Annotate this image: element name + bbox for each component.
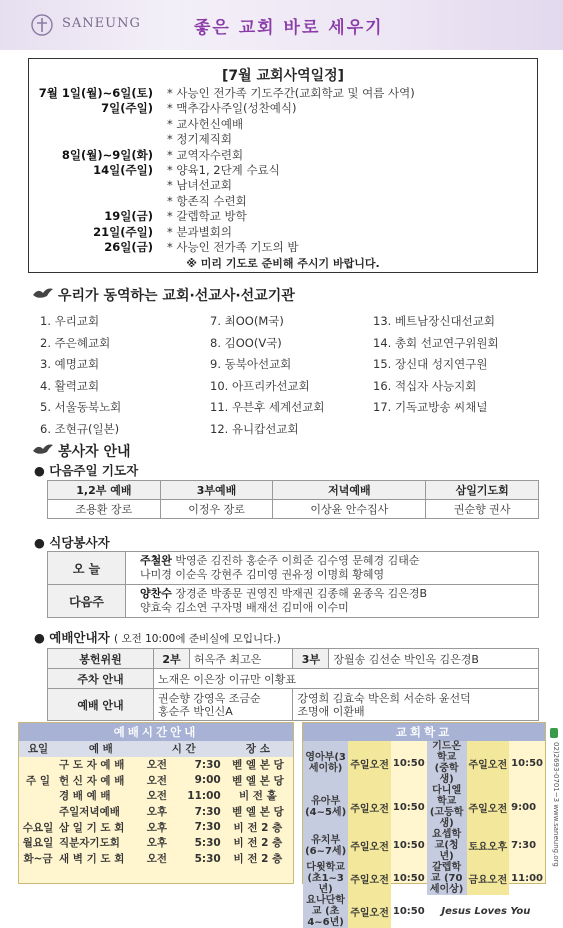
kitchen-table <box>47 551 539 618</box>
worship-header: 요일 <box>19 741 57 757</box>
kitchen-subtitle: ● 식당봉사자 <box>34 535 110 550</box>
worship-time: 9:00 <box>194 774 221 787</box>
schedule-date: 14일(주일) <box>93 163 153 177</box>
worship-time: 11:00 <box>187 789 221 802</box>
schedule-date: 7월 1일(월)~6일(토) <box>38 86 153 100</box>
guide-names-left: 권순향 강영옥 조금순 홍순주 박인신A <box>154 689 293 721</box>
kitchen-row <box>48 552 539 585</box>
worship-times-title: 예배시간안내 <box>19 723 293 741</box>
offering-names3: 장월송 김선순 박인옥 김은경B <box>329 649 539 669</box>
prayer-header: 3부예배 <box>160 481 273 500</box>
guide-names-right: 강영희 김효숙 박은희 서순하 윤선덕 조명애 이환배 <box>293 689 539 721</box>
school-group: 갈렙학교 (70세이상) <box>427 862 467 895</box>
schedule-date: 19일(금) <box>104 209 153 224</box>
worship-row <box>19 851 293 867</box>
prayer-header: 삼일기도회 <box>426 481 539 500</box>
worship-name: 헌 신 자 예 배 <box>59 774 125 787</box>
partner-item: 11. 우븐후 세계선교회 <box>210 400 325 414</box>
partner-item: 8. 김OO(V국) <box>210 335 282 350</box>
worship-name: 구 도 자 예 배 <box>59 759 125 772</box>
kitchen-label: 오 늘 <box>48 552 126 585</box>
school-when: 주일오전 <box>348 829 391 862</box>
kitchen-label: 다음주 <box>48 585 126 618</box>
worship-place: 비 전 2 층 <box>233 853 283 866</box>
worship-day <box>19 788 57 804</box>
partner-item: 17. 기독교방송 씨채널 <box>373 400 488 414</box>
worship-place: 비 전 2 층 <box>233 821 283 834</box>
partner-item: 6. 조현규(일본) <box>40 421 120 436</box>
school-time: 11:00 <box>511 873 543 884</box>
partner-item: 1. 우리교회 <box>40 314 100 328</box>
school-time: 10:50 <box>392 757 425 769</box>
worship-row <box>19 757 293 773</box>
prayer-subtitle: ● 다음주일 기도자 <box>34 463 139 478</box>
worship-ampm: 오전 <box>146 790 167 803</box>
offering-row <box>48 649 539 669</box>
school-row <box>303 785 545 829</box>
worship-header: 예 배 <box>57 741 145 757</box>
kitchen-lead: 주철완 <box>140 554 172 567</box>
worship-times-panel <box>18 722 294 884</box>
parking-label: 주차 안내 <box>48 669 154 689</box>
usher-table <box>47 648 539 721</box>
worship-row <box>19 819 293 835</box>
church-logo-icon <box>30 13 54 37</box>
kitchen-row <box>48 585 539 618</box>
worship-row <box>19 772 293 788</box>
guide-label: 예배 안내 <box>48 689 154 721</box>
worship-ampm: 오전 <box>146 853 167 866</box>
slogan: Jesus Loves You <box>441 906 531 917</box>
school-time: 10:50 <box>392 906 425 917</box>
school-group: 다윗학교 (초1~3년) <box>303 862 348 895</box>
volunteers-title: 봉사자 안내 <box>58 444 131 460</box>
kitchen-names <box>126 552 539 585</box>
prayer-person: 이정우 장로 <box>160 500 273 519</box>
partner-item: 9. 동북아선교회 <box>210 357 292 371</box>
kitchen-line1: 박영준 김진하 홍순주 이희준 김수영 문혜경 김태순 <box>175 554 420 567</box>
side-badge <box>550 728 558 738</box>
school-row <box>303 829 545 862</box>
kitchen-lead: 양찬수 <box>140 587 172 600</box>
schedule-date: 26일(금) <box>104 240 153 254</box>
worship-time: 7:30 <box>194 805 221 818</box>
worship-day <box>19 757 57 773</box>
schedule-item: * 사능인 전가족 기도주간(교회학교 및 여름 사역) <box>167 86 415 100</box>
partner-item: 14. 총회 선교연구위원회 <box>373 335 499 350</box>
kitchen-line1: 장경준 박종문 권영진 박재권 김종해 윤종옥 김은경B <box>175 587 428 600</box>
worship-place: 벧 엘 본 당 <box>232 806 284 819</box>
worship-time: 7:30 <box>194 821 221 834</box>
worship-place: 비 전 홀 <box>238 790 277 803</box>
school-time: 9:00 <box>511 801 537 813</box>
school-time: 10:50 <box>392 801 425 813</box>
offering-part2: 2부 <box>154 649 190 669</box>
worship-ampm: 오전 <box>146 774 167 787</box>
school-time: 10:50 <box>392 873 425 884</box>
schedule-item: * 항존직 수련회 <box>167 193 247 208</box>
school-group: 요나단학교 (초4~6년) <box>303 895 348 928</box>
kitchen-line2: 나미경 이순옥 강현주 김미영 권유정 이명희 황혜영 <box>140 568 385 581</box>
school-time: 10:50 <box>511 757 543 769</box>
school-group: 다니엘학교 (고등학생) <box>427 785 467 829</box>
parking-names: 노재은 이은장 이규만 이황표 <box>154 669 539 689</box>
partner-item: 15. 장신대 성지연구원 <box>373 357 488 371</box>
partner-item: 12. 유니캅선교회 <box>210 421 299 436</box>
worship-row <box>19 788 293 804</box>
school-group: 기드온학교 (중학생) <box>427 741 467 785</box>
schedule-item: * 남녀선교회 <box>167 178 232 193</box>
school-when: 주일오전 <box>348 741 391 785</box>
school-group: 유치부(6~7세) <box>303 829 348 862</box>
worship-ampm: 오전 <box>146 759 167 772</box>
prayer-header: 1,2부 예배 <box>48 481 161 500</box>
partner-item: 3. 예명교회 <box>40 357 100 371</box>
partner-item: 16. 적십자 사능지회 <box>373 378 477 393</box>
partner-item: 7. 최OO(M국) <box>210 314 284 328</box>
school-when: 주일오전 <box>467 741 510 785</box>
kitchen-line2: 양효숙 김소연 구자명 배재선 김미애 이수미 <box>140 601 349 614</box>
offering-label: 봉헌위원 <box>48 649 154 669</box>
prayer-person: 조용환 장로 <box>48 500 161 519</box>
offering-part3: 3부 <box>293 649 329 669</box>
header-banner <box>0 0 563 50</box>
schedule-date: 8일(월)~9일(화) <box>61 147 153 162</box>
worship-row <box>19 804 293 820</box>
contact-side-text: 02)2693-0701~3 www.saneung.org <box>552 742 560 867</box>
kitchen-names <box>126 585 539 618</box>
worship-day <box>19 804 57 820</box>
schedule-item: * 갈렙학교 방학 <box>167 209 247 224</box>
worship-ampm: 오후 <box>146 821 167 834</box>
schedule-box <box>28 58 538 273</box>
worship-day: 수요일 <box>22 821 54 834</box>
partner-item: 2. 주은혜교회 <box>40 335 111 350</box>
worship-name: 새 벽 기 도 회 <box>59 853 125 866</box>
page-title: 좋은 교회 바로 세우기 <box>194 18 384 38</box>
brand-name: SANEUNG <box>62 16 141 31</box>
schedule-item: * 사능인 전가족 기도의 밤 <box>167 240 299 254</box>
dove-icon <box>32 442 54 456</box>
school-when: 금요오전 <box>467 862 510 895</box>
prayer-header: 저녁예배 <box>273 481 426 500</box>
usher-subtitle: ● 예배안내자 ( 오전 10:00에 준비실에 모입니다.) <box>34 630 281 645</box>
prayer-person: 이상윤 안수집사 <box>273 500 426 519</box>
worship-name: 경 배 예 배 <box>59 790 111 803</box>
worship-times-table <box>19 741 293 867</box>
schedule-item: * 교사헌신예배 <box>167 116 244 131</box>
school-time: 10:50 <box>392 840 425 851</box>
school-when: 주일오전 <box>348 862 391 895</box>
schedule-date: 7일(주일) <box>101 101 153 116</box>
worship-name: 삼 일 기 도 회 <box>59 821 125 834</box>
prayer-header-row <box>48 481 539 500</box>
worship-time: 5:30 <box>194 852 221 865</box>
school-when: 주일오전 <box>348 895 391 928</box>
schedule-title: [7월 교회사역일정] <box>221 68 345 84</box>
guide-row <box>48 689 539 721</box>
worship-header-row <box>19 741 293 757</box>
worship-ampm: 오후 <box>146 806 167 819</box>
worship-header: 장 소 <box>223 741 293 757</box>
prayer-value-row <box>48 500 539 519</box>
worship-day: 화~금 <box>23 853 53 866</box>
school-group: 유아부(4~5세) <box>303 785 348 829</box>
partner-item: 4. 활력교회 <box>40 378 100 393</box>
dove-icon <box>32 286 54 300</box>
partners-title: 우리가 동역하는 교회·선교사·선교기관 <box>58 288 295 304</box>
worship-day: 주 일 <box>26 774 50 787</box>
school-when: 토요오후 <box>467 829 510 862</box>
school-row <box>303 741 545 785</box>
partner-item: 13. 베트남장신대선교회 <box>373 314 495 328</box>
worship-place: 벧 엘 본 당 <box>232 774 284 787</box>
church-school-title: 교회학교 <box>303 723 545 741</box>
partner-item: 10. 아프리카선교회 <box>210 378 310 393</box>
schedule-item: * 교역자수련회 <box>167 147 244 162</box>
school-group: 요셉학교(청년) <box>427 829 467 862</box>
worship-place: 비 전 2 층 <box>233 837 283 850</box>
schedule-item: * 분과별회의 <box>167 224 232 239</box>
schedule-item: * 맥추감사주일(성찬예식) <box>167 101 297 116</box>
parking-row <box>48 669 539 689</box>
prayer-table <box>47 480 539 519</box>
worship-time: 5:30 <box>194 836 221 849</box>
schedule-date: 21일(주일) <box>93 224 153 239</box>
school-when: 주일오전 <box>467 785 510 829</box>
worship-time: 7:30 <box>194 758 221 771</box>
worship-ampm: 오후 <box>146 837 167 850</box>
partner-item: 5. 서울동북노회 <box>40 400 122 414</box>
worship-name: 직분자기도회 <box>59 837 120 850</box>
school-row <box>303 862 545 895</box>
school-when: 주일오전 <box>348 785 391 829</box>
worship-header: 시 간 <box>145 741 223 757</box>
schedule-item: * 정기제직회 <box>167 132 232 147</box>
offering-names2: 허옥주 최고은 <box>190 649 293 669</box>
worship-row <box>19 835 293 851</box>
worship-place: 벧 엘 본 당 <box>232 759 284 772</box>
prayer-person: 권순향 권사 <box>426 500 539 519</box>
school-time: 7:30 <box>511 840 537 851</box>
worship-name: 주일저녁예배 <box>59 806 120 819</box>
school-group: 영아부(3세이하) <box>303 741 348 785</box>
schedule-note: ※ 미리 기도로 준비해 주시기 바랍니다. <box>186 257 380 270</box>
schedule-item: * 양육1, 2단계 수료식 <box>167 163 280 177</box>
church-school-panel <box>302 722 546 928</box>
worship-day: 월요일 <box>22 837 54 850</box>
